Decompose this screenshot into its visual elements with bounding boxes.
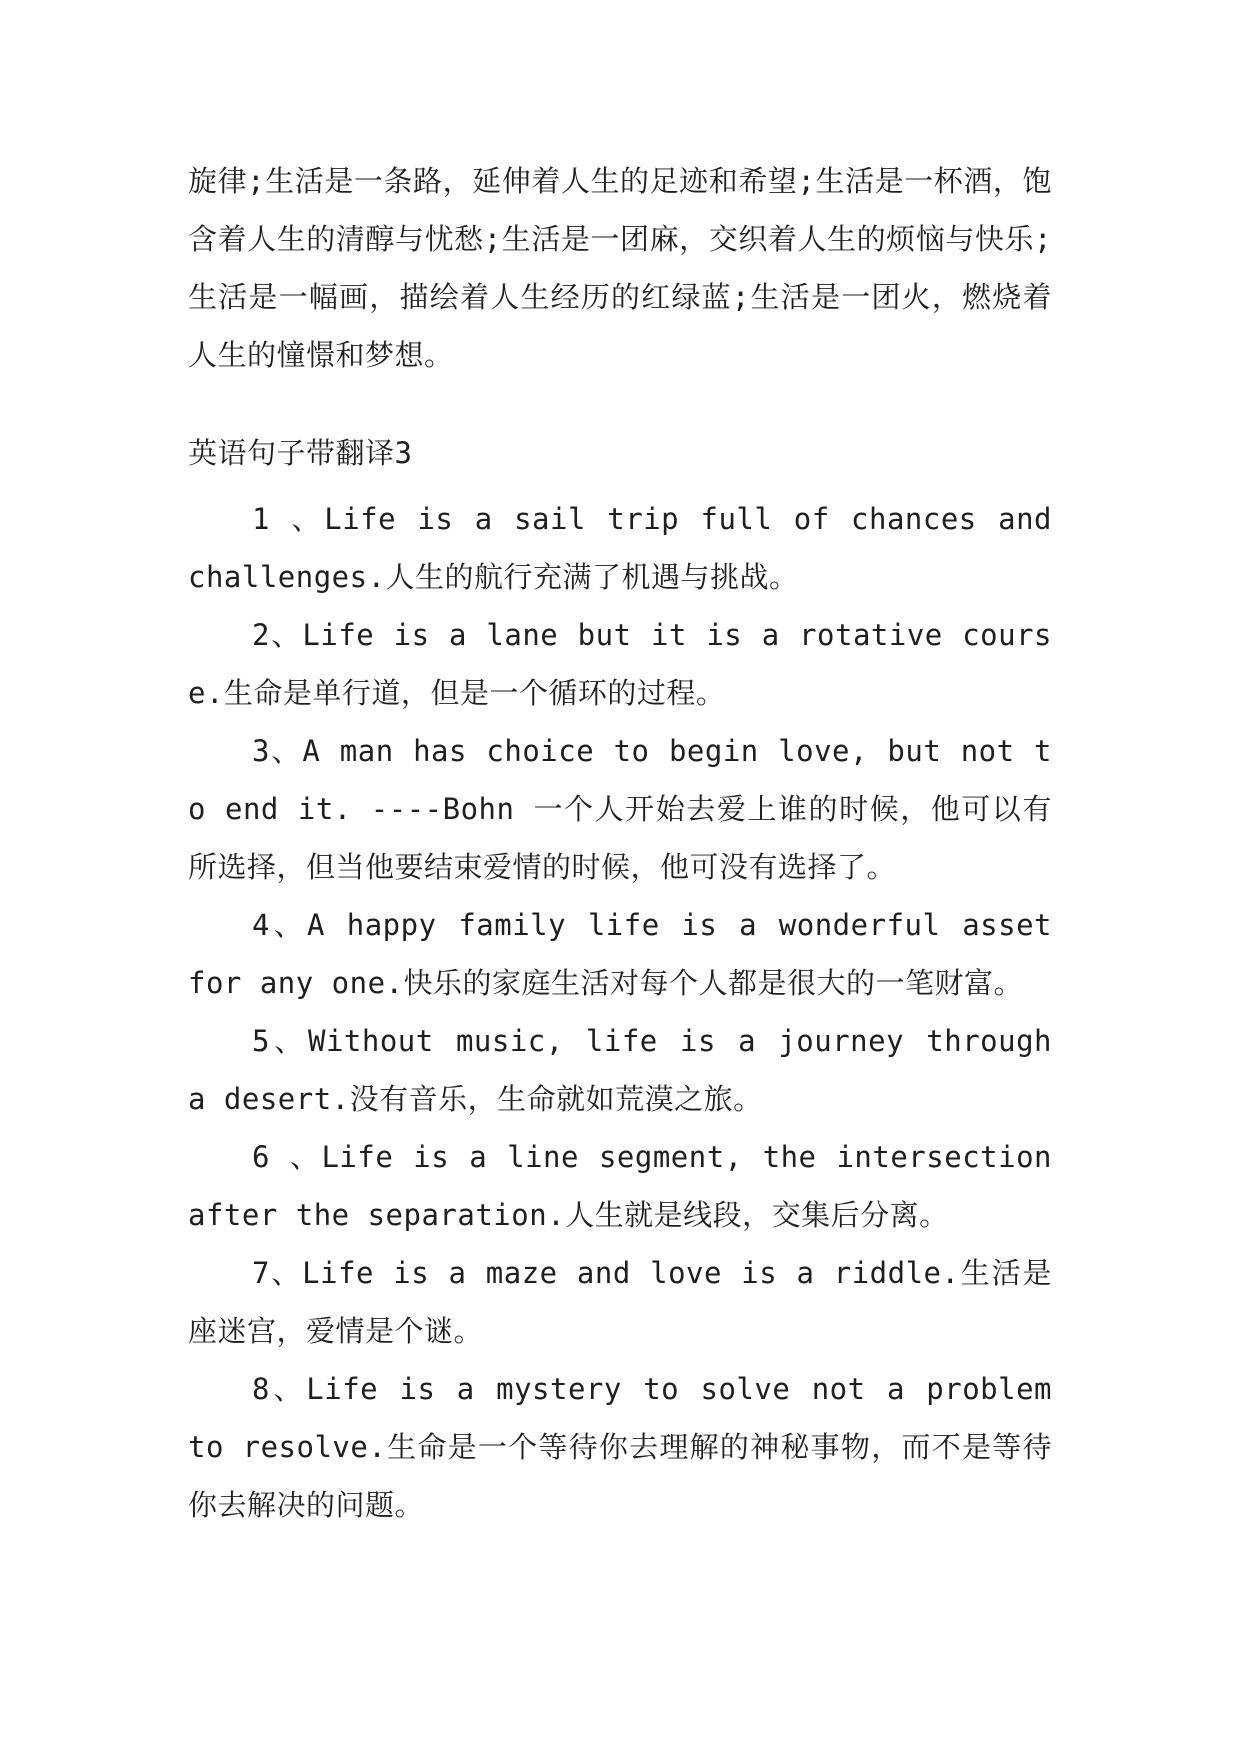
sentence-item-8: 8、Life is a mystery to solve not a problem to resolve.生命是一个等待你去理解的神秘事物，而不是等待你去解决的问题。 bbox=[188, 1372, 1052, 1522]
sentence-item-1: 1 、Life is a sail trip full of chances and challenges.人生的航行充满了机遇与挑战。 bbox=[188, 502, 1052, 594]
sentence-item-2: 2、Life is a lane but it is a rotative course.生命是单行道，但是一个循环的过程。 bbox=[188, 618, 1052, 710]
sentence-item-6: 6 、Life is a line segment, the intersection after the separation.人生就是线段，交集后分离。 bbox=[188, 1140, 1052, 1232]
sentence-item-3: 3、A man has choice to begin love, but not to end it. ----Bohn 一个人开始去爱上谁的时候，他可以有所选择，但当他要结束爱情的时候，他可没有选择了。 bbox=[188, 734, 1052, 884]
section-heading: 英语句子带翻译3 bbox=[188, 436, 413, 470]
document-page bbox=[188, 152, 1052, 1534]
sentence-item-5: 5、Without music, life is a journey through a desert.没有音乐，生命就如荒漠之旅。 bbox=[188, 1024, 1052, 1116]
sentence-item-4: 4、A happy family life is a wonderful asset for any one.快乐的家庭生活对每个人都是很大的一笔财富。 bbox=[188, 908, 1052, 1000]
intro-paragraph: 旋律;生活是一条路，延伸着人生的足迹和希望;生活是一杯酒，饱含着人生的清醇与忧愁;生活是一团麻，交织着人生的烦恼与快乐;生活是一幅画，描绘着人生经历的红绿蓝;生活是一团火，燃烧着人生的憧憬和梦想。 bbox=[188, 164, 1052, 372]
sentence-item-7: 7、Life is a maze and love is a riddle.生活是座迷宫，爱情是个谜。 bbox=[188, 1256, 1052, 1348]
